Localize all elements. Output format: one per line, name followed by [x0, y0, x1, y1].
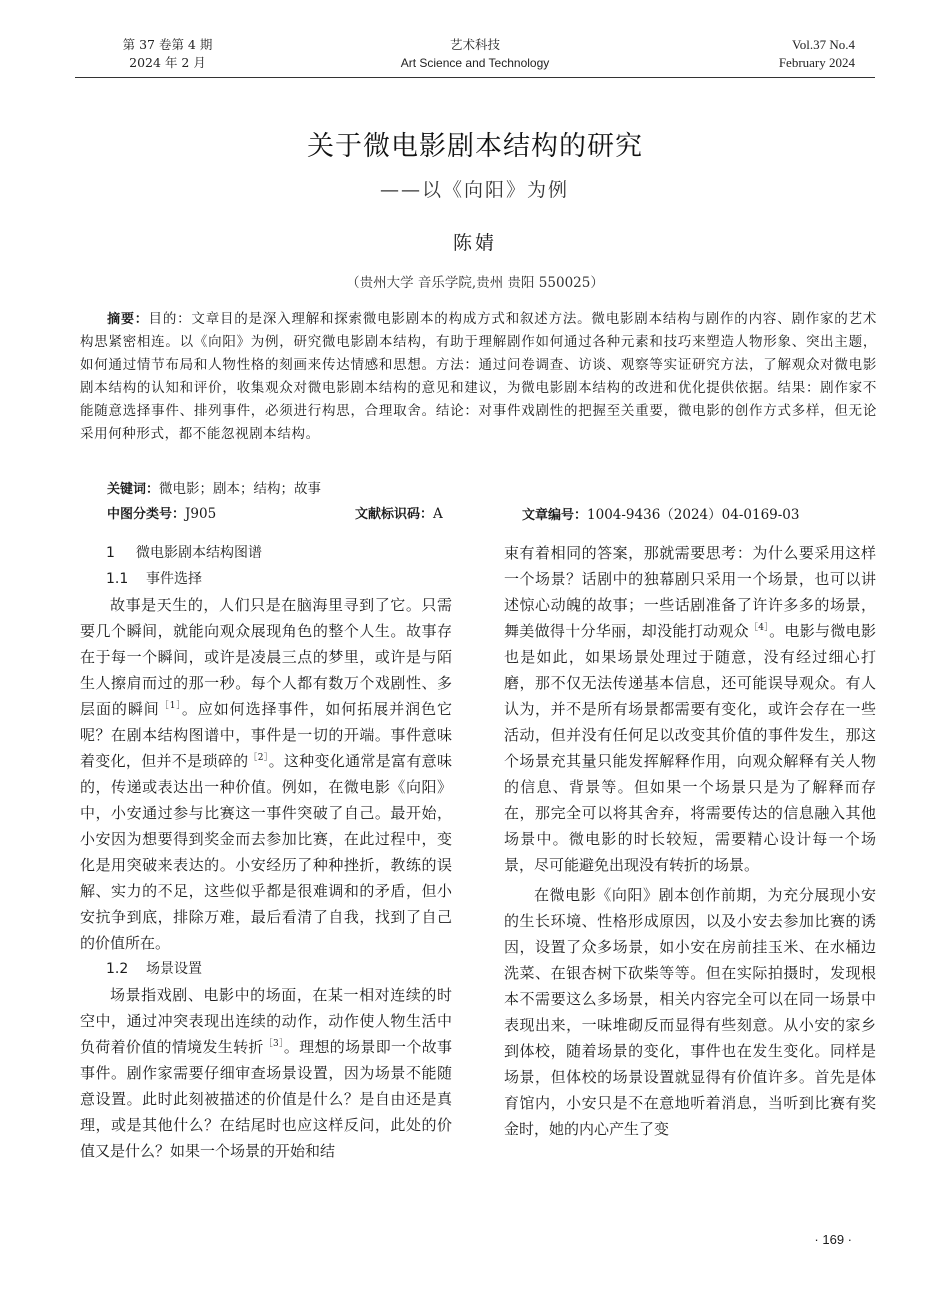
header-journal: [350, 36, 600, 72]
body-paragraph: [80, 592, 452, 956]
paragraph-text: 。电影与微电影也是如此，如果场景处理过于随意，没有经过细心打磨，那不仅无法传递基本信息，还可能误导观众。有人认为，并不是所有场景都需要有变化，或许会存在一些活动，但并没有任何足以改变其价值的事件发生，那这个场景充其量只能发挥解释作用，向观众解释有关人物的信息、背景等。但如果一个场景只是为了解释而存在，那完全可以将其舍弃，将需要传达的信息融入其他场景中。微电影的时长较短，需要精心设计每一个场景，尽可能避免出现没有转折的场景。: [504, 622, 876, 874]
paragraph-text: 。理想的场景即一个故事事件。剧作家需要仔细审查场景设置，因为场景不能随意设置。此时此刻被描述的价值是什么？是自由还是真理，或是其他什么？在结尾时也应这样反问，此处的价值又是什么？如果一个场景的开始和结: [80, 1038, 452, 1160]
author-affiliation: （贵州大学 音乐学院,贵州 贵阳 550025）: [346, 275, 604, 291]
paragraph-text: 。这种变化通常是富有意味的，传递或表达出一种价值。例如，在微电影《向阳》中，小安通过参与比赛这一事件突破了自己。最开始，小安因为想要得到奖金而去参加比赛，在此过程中，变化是用突破来表达的。小安经历了种种挫折，教练的误解、实力的不足，这些似乎都是很难调和的矛盾，但小安抗争到底，排除万难，最后看清了自我，找到了自己的价值所在。: [80, 752, 452, 952]
abstract-text: 目的：文章目的是深入理解和探索微电影剧本的构成方式和叙述方法。微电影剧本结构与剧作的内容、剧作家的艺术构思紧密相连。以《向阳》为例，研究微电影剧本结构，有助于理解剧作如何通过各种元素和技巧来塑造人物形象、突出主题，如何通过情节布局和人物性格的刻画来传达情感和思想。方法：通过问卷调查、访谈、观察等实证研究方法，了解观众对微电影剧本结构的认知和评价，收集观众对微电影剧本结构的意见和建议，为微电影剧本结构的改进和优化提供依据。结果：剧作家不能随意选择事件、排列事件，必须进行构思，合理取舍。结论：对事件戏剧性的把握至关重要，微电影的创作方式多样，但无论采用何种形式，都不能忽视剧本结构。: [80, 311, 877, 442]
journal-name-cn: 艺术科技: [449, 37, 500, 52]
left-column: [80, 540, 452, 1164]
article-subtitle: ——以《向阳》为例: [380, 179, 570, 201]
citation-ref: ［3］: [263, 1039, 284, 1049]
page-number: · 169 ·: [814, 1232, 852, 1247]
section-1-1-title: 事件选择: [146, 571, 202, 587]
clc-value: J905: [185, 506, 217, 522]
body-paragraph: [504, 540, 876, 878]
clc-code: [107, 503, 216, 522]
art-value: 1004-9436（2024）04-0169-03: [587, 507, 800, 523]
header-volume-cn: [110, 36, 225, 72]
header-volume-en: [779, 36, 855, 72]
keywords-text: 微电影；剧本；结构；故事: [159, 481, 322, 497]
paragraph-text: 。应如何选择事件，如何拓展并润色它呢？在剧本结构图谱中，事件是一切的开端。事件意味着变化，但并不是琐碎的: [80, 700, 452, 770]
article-number: [522, 503, 799, 523]
keywords-label: 关键词：: [107, 482, 160, 497]
doc-label: 文献标识码：: [355, 507, 434, 522]
header-rule: [75, 77, 875, 78]
volume-issue-cn: 第 37 卷第 4 期: [122, 37, 213, 52]
document-code: [355, 503, 443, 522]
section-1-1-number: 1.1: [106, 571, 129, 587]
art-label: 文章编号：: [522, 508, 588, 523]
section-heading-1-1: [80, 566, 452, 592]
paragraph-text: 场景指戏剧、电影中的场面，在某一相对连续的时空中，通过冲突表现出连续的动作，动作使人物生活中负荷着价值的情境发生转折: [80, 986, 452, 1056]
abstract: [80, 308, 877, 446]
section-1-2-title: 场景设置: [146, 961, 202, 977]
section-heading-1: [80, 540, 452, 566]
keywords: [107, 477, 321, 497]
doc-value: A: [433, 506, 443, 522]
abstract-label: 摘要：: [107, 312, 149, 327]
body-paragraph: 在微电影《向阳》剧本创作前期，为充分展现小安的生长环境、性格形成原因，以及小安去参加比赛的诱因，设置了众多场景，如小安在房前挂玉米、在水桶边洗菜、在银杏树下砍柴等等。但在实际拍摄时，发现根本不需要这么多场景，相关内容完全可以在同一场景中表现出来，一味堆砌反而显得有些刻意。从小安的家乡到体校，随着场景的变化，事件也在发生变化。同样是场景，但体校的场景设置就显得有价值许多。首先是体育馆内，小安只是不在意地听着消息，当听到比赛有奖金时，她的内心产生了变: [504, 886, 876, 1138]
citation-ref: ［1］: [159, 701, 182, 711]
author-name: 陈婧: [452, 232, 497, 254]
volume-issue-en: Vol.37 No.4: [792, 37, 855, 52]
clc-label: 中图分类号：: [107, 507, 186, 522]
section-1-2-number: 1.2: [106, 961, 129, 977]
section-1-number: 1: [106, 545, 115, 561]
right-column: [504, 540, 876, 1142]
section-1-title: 微电影剧本结构图谱: [136, 545, 262, 561]
paragraph-text: 束有着相同的答案，那就需要思考：为什么要采用这样一个场景？话剧中的独幕剧只采用一个场景，也可以讲述惊心动魄的故事；一些话剧准备了许许多多的场景，舞美做得十分华丽，却没能打动观众: [504, 544, 876, 640]
date-en: February 2024: [778, 55, 855, 70]
citation-ref: ［2］: [248, 753, 269, 763]
citation-ref: ［4］: [748, 623, 770, 633]
paragraph-text: 故事是天生的，人们只是在脑海里寻到了它。只需要几个瞬间，就能向观众展现角色的整个人生。故事存在于每一个瞬间，或许是凌晨三点的梦里，或许是与陌生人擦肩而过的那一秒。每个人都有数万个戏剧性、多层面的瞬间: [80, 596, 452, 718]
body-paragraph: [80, 982, 452, 1164]
date-cn: 2024 年 2 月: [129, 55, 206, 70]
article-title: 关于微电影剧本结构的研究: [307, 131, 643, 162]
section-heading-1-2: [80, 956, 452, 982]
journal-name-en: Art Science and Technology: [400, 56, 550, 70]
